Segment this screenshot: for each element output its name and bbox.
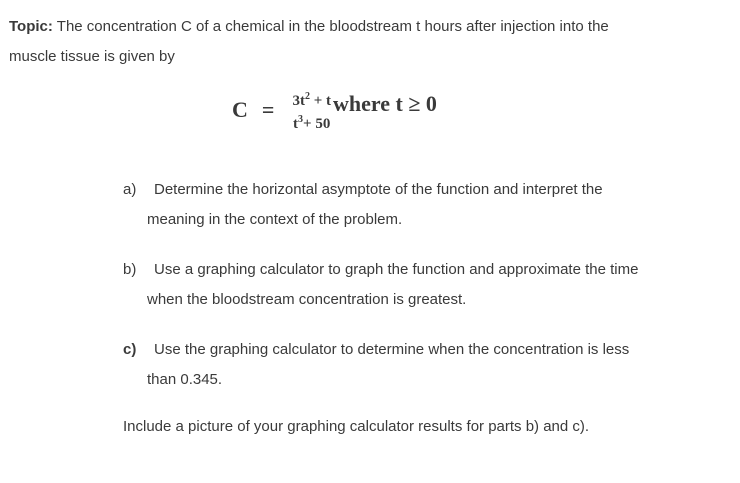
question-item-c	[123, 335, 723, 395]
denominator-rest: + 50	[303, 115, 331, 132]
formula-equals: =	[261, 97, 275, 122]
question-text-line-2: than 0.345.	[147, 371, 223, 388]
denominator-exponent: 3	[298, 113, 304, 125]
question-letter: b)	[123, 261, 137, 278]
question-text-line-1: Determine the horizontal asymptote of the function and interpret the	[154, 181, 603, 198]
question-text-line-2: meaning in the context of the problem.	[147, 211, 403, 228]
question-letter: a)	[123, 181, 137, 198]
formula-variable: C	[232, 97, 248, 122]
concentration-formula	[232, 88, 437, 132]
question-item-b	[123, 255, 723, 315]
formula-numerator	[292, 88, 331, 110]
intro-line-2: muscle tissue is given by	[9, 48, 175, 65]
intro-paragraph	[9, 12, 709, 72]
numerator-rest: + t	[309, 92, 331, 109]
question-text-line-2: when the bloodstream concentration is greatest.	[147, 291, 467, 308]
formula-condition: where t ≥ 0	[332, 91, 437, 116]
question-letter: c)	[123, 341, 137, 358]
intro-line-1: The concentration C of a chemical in the bloodstream t hours after injection into the	[52, 18, 609, 35]
topic-label: Topic:	[9, 18, 53, 35]
formula-denominator	[293, 111, 330, 133]
closing-instruction: Include a picture of your graphing calculator results for parts b) and c).	[123, 418, 590, 435]
question-item-a	[123, 175, 723, 235]
question-list	[123, 175, 723, 415]
numerator-exponent: 2	[304, 90, 310, 102]
numerator-term: 3t	[292, 92, 305, 109]
formula-fraction	[292, 88, 331, 133]
question-text-line-1: Use a graphing calculator to graph the function and approximate the time	[154, 261, 639, 278]
question-text-line-1: Use the graphing calculator to determine when the concentration is less	[154, 341, 630, 358]
denominator-term: t	[293, 115, 299, 132]
